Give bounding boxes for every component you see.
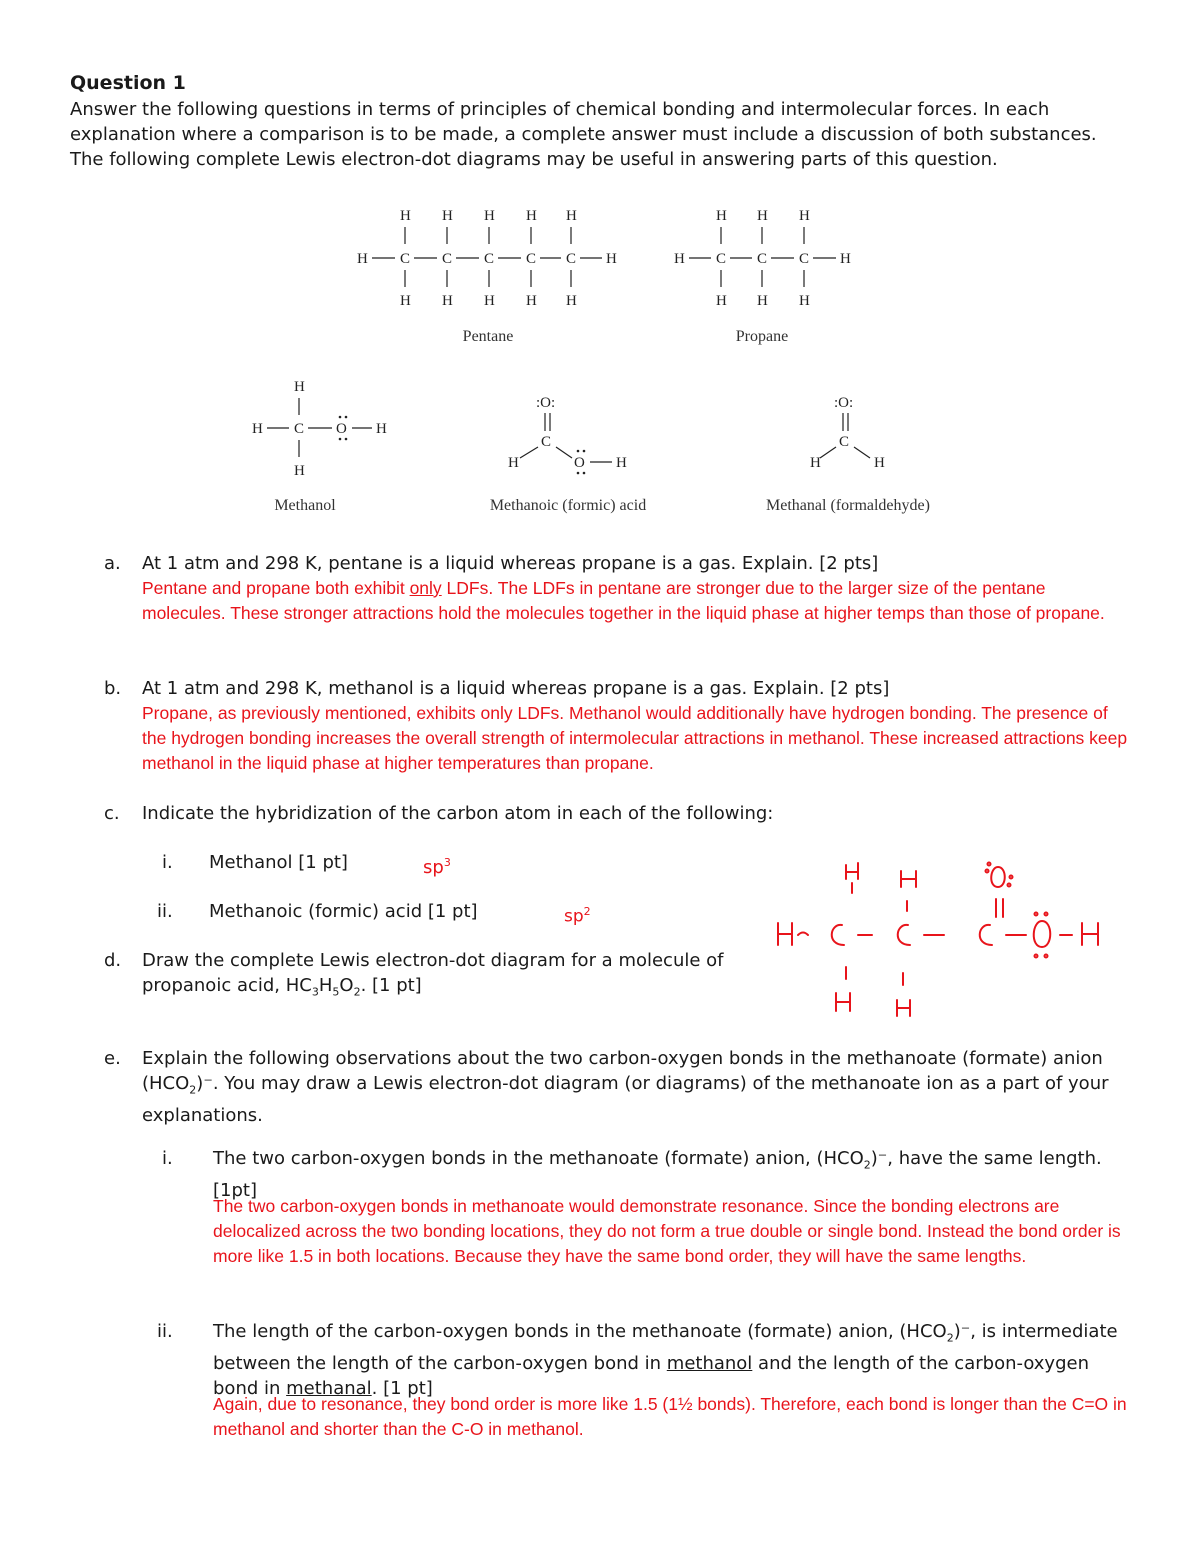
- lewis-structures-figure: [0, 195, 1200, 525]
- svg-text:H: H: [442, 293, 453, 309]
- svg-text:H: H: [442, 208, 453, 224]
- svg-text:H: H: [799, 208, 810, 224]
- svg-text:C: C: [400, 251, 411, 267]
- part-c-i-answer: $sp^3$: [423, 856, 451, 878]
- part-e-ii-prompt: The length of the carbon-oxygen bonds in the methanoate (formate) anion, $(HCO_2)^-$, is intermediate between the length of the carbon-oxygen bond in methanol and the length of the carbon-oxygen bond in methanal. [1 pt]: [213, 1321, 1118, 1399]
- svg-text::O:: :O:: [834, 395, 854, 411]
- svg-text:H: H: [716, 208, 727, 224]
- svg-text:H: H: [799, 293, 810, 309]
- svg-text:C: C: [484, 251, 495, 267]
- svg-text:H: H: [400, 208, 411, 224]
- svg-text::O:: :O:: [536, 395, 556, 411]
- svg-text:C: C: [716, 251, 727, 267]
- svg-text:H: H: [294, 463, 305, 479]
- svg-text:C: C: [442, 251, 453, 267]
- svg-text:O: O: [574, 455, 585, 471]
- svg-text:H: H: [716, 293, 727, 309]
- propane-label: Propane: [735, 328, 789, 345]
- svg-text:H: H: [508, 455, 519, 471]
- part-e-ii-answer: Again, due to resonance, they bond order is more like 1.5 (1½ bonds). Therefore, each bond is longer than the C=O in methanol and shorter than the C-O in methanol.: [213, 1394, 1127, 1439]
- svg-text:H: H: [674, 251, 685, 267]
- part-e-i-marker: i.: [162, 1148, 173, 1169]
- pentane-structure: [357, 208, 617, 309]
- propane-structure: [674, 208, 851, 309]
- part-d-prompt: Draw the complete Lewis electron-dot diagram for a molecule of propanoic acid, $HC_3H_5O_2$. [1 pt]: [142, 950, 724, 999]
- part-a-prompt: At 1 atm and 298 K, pentane is a liquid whereas propane is a gas. Explain. [2 pts]: [142, 553, 879, 574]
- part-e-ii-marker: ii.: [157, 1321, 173, 1342]
- handwritten-propanoic-acid-drawing: [770, 855, 1130, 1030]
- svg-text:H: H: [294, 379, 305, 395]
- svg-text:H: H: [526, 293, 537, 309]
- formaldehyde-structure: [810, 395, 885, 471]
- svg-text:C: C: [541, 434, 552, 450]
- pentane-label: Pentane: [462, 328, 514, 345]
- svg-text:H: H: [566, 293, 577, 309]
- part-c-i-label: Methanol [1 pt]: [209, 852, 348, 873]
- svg-text:H: H: [840, 251, 851, 267]
- methanol-label: Methanol: [274, 497, 336, 514]
- part-c-marker: c.: [104, 803, 120, 824]
- svg-text:H: H: [757, 293, 768, 309]
- part-c-ii-label: Methanoic (formic) acid [1 pt]: [209, 901, 478, 922]
- svg-text:H: H: [616, 455, 627, 471]
- part-b-answer: Propane, as previously mentioned, exhibits only LDFs. Methanol would additionally have hydrogen bonding. The presence of the hydrogen bonding increases the overall strength of intermolecular attractions in methanol. These increased attractions keep methanol in the liquid phase at higher temperatures than propane.: [142, 703, 1128, 773]
- svg-text:H: H: [757, 208, 768, 224]
- formic-acid-label: Methanoic (formic) acid: [489, 497, 647, 514]
- svg-text:H: H: [874, 455, 885, 471]
- part-b-marker: b.: [104, 678, 122, 699]
- svg-text:H: H: [252, 421, 263, 437]
- svg-text:H: H: [376, 421, 387, 437]
- svg-text:C: C: [757, 251, 768, 267]
- part-e-i-answer: The two carbon-oxygen bonds in methanoate would demonstrate resonance. Since the bonding electrons are delocalized across the two bonding locations, they do not form a true double or single bond. Instead the bond order is more like 1.5 in both locations. Because they have the same bond order, they will have the same lengths.: [213, 1196, 1121, 1266]
- question-title: Question 1: [70, 72, 186, 94]
- svg-text:H: H: [357, 251, 368, 267]
- svg-text:C: C: [566, 251, 577, 267]
- svg-text:H: H: [810, 455, 821, 471]
- svg-text:H: H: [484, 293, 495, 309]
- svg-text:C: C: [799, 251, 810, 267]
- part-a-answer: Pentane and propane both exhibit only LDFs. The LDFs in pentane are stronger due to the larger size of the pentane molecules. These stronger attractions hold the molecules together in the liquid phase at higher temps than those of propane.: [142, 578, 1105, 623]
- part-e-prompt: Explain the following observations about the two carbon-oxygen bonds in the methanoate (formate) anion $(HCO_2)^-$. You may draw a Lewis electron-dot diagram (or diagrams) of the methanoate ion as a part of your explanations.: [142, 1048, 1109, 1126]
- part-c-i-marker: i.: [162, 852, 173, 873]
- svg-text:H: H: [526, 208, 537, 224]
- svg-text:C: C: [526, 251, 537, 267]
- svg-text:H: H: [606, 251, 617, 267]
- question-intro: Answer the following questions in terms of principles of chemical bonding and intermolecular forces. In each explanation where a comparison is to be made, a complete answer must include a discussion of both substances. The following complete Lewis electron-dot diagrams may be useful in answering parts of this question.: [70, 99, 1097, 170]
- svg-text:C: C: [294, 421, 305, 437]
- formic-acid-structure: [508, 395, 627, 474]
- part-e-marker: e.: [104, 1048, 121, 1069]
- part-c-ii-marker: ii.: [157, 901, 173, 922]
- part-c-ii-answer: $sp^2$: [564, 905, 591, 927]
- part-b-prompt: At 1 atm and 298 K, methanol is a liquid whereas propane is a gas. Explain. [2 pts]: [142, 678, 890, 699]
- svg-text:H: H: [484, 208, 495, 224]
- svg-text:H: H: [400, 293, 411, 309]
- part-e-i-prompt: The two carbon-oxygen bonds in the methanoate (formate) anion, $(HCO_2)^-$, have the same length. [1pt]: [213, 1148, 1102, 1201]
- methanol-structure: [252, 379, 387, 479]
- part-a-marker: a.: [104, 553, 121, 574]
- part-c-prompt: Indicate the hybridization of the carbon atom in each of the following:: [142, 803, 774, 824]
- svg-text:O: O: [336, 421, 347, 437]
- part-d-marker: d.: [104, 950, 122, 971]
- svg-text:H: H: [566, 208, 577, 224]
- svg-text:C: C: [839, 434, 850, 450]
- formaldehyde-label: Methanal (formaldehyde): [766, 497, 930, 514]
